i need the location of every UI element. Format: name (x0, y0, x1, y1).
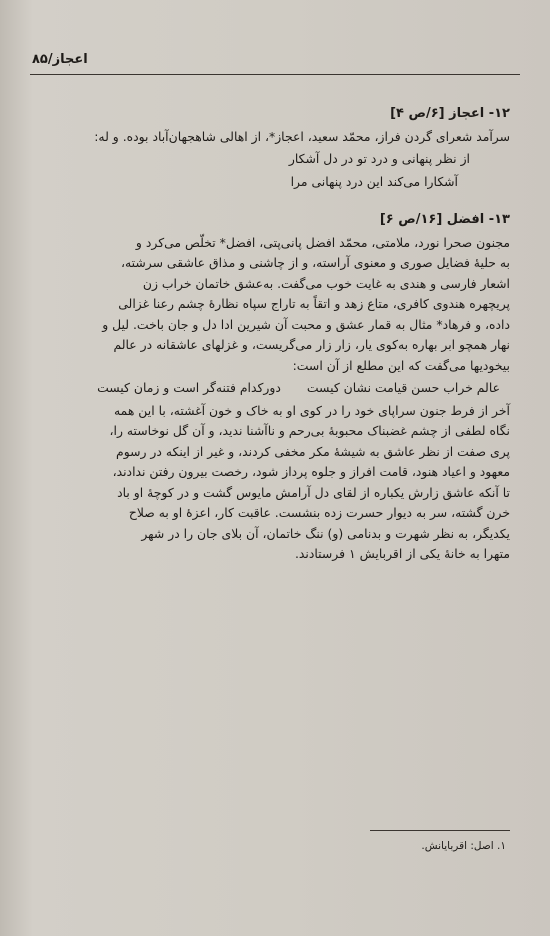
body-line: معهود و اعیاد هنود، قامت افراز و جلوه پرداز شود، رخصت بیرون رفتن ندادند، (112, 464, 510, 479)
couplet-second-hemistich: دورکدام فتنه‌گر است و زمان کیست (97, 380, 281, 395)
section-gap (36, 194, 510, 206)
couplet (36, 378, 510, 399)
body-line: به حلیهٔ فضایل صوری و معنوی آراسته، و از چاشنی و مذاق عاشقی سرشته، (121, 255, 510, 270)
body-line: یکدیگر، به نظر شهرت و بدنامی (و) ننگ خاتمان، آن بلای جان را در شهر (141, 525, 510, 541)
body-line: نهار همچو ابر بهاره به‌کوی یار، زار زار می‌گریست، و غزلهای عاشقانه در عالم (113, 337, 510, 352)
body-line: داده، و فرهاد* مثال به قمار عشق و محبت آن شیرین ادا دل و جان باخت. لیل و (102, 316, 510, 332)
footnote-rule (370, 830, 510, 831)
body-line: نگاه لطفی از چشم غضبناک محبوبهٔ بی‌رحم و ناآشنا ندید، و آن گل نوخاسته را، (109, 423, 510, 438)
body-line: متهرا به خانهٔ یکی از اقربایش ۱ فرستادند. (294, 546, 510, 561)
body-line: آخر از فرط جنون سراپای خود را در کوی او به خاک و خون آغشته، با این همه (114, 402, 510, 418)
verse-line: از نظر پنهانی و درد تو در دل آشکار (288, 151, 470, 166)
entry-heading-afzal: ۱۳- افضل [۱۶/ص ۶] (379, 212, 510, 227)
couplet-first-hemistich: عالم خراب حسن قیامت نشان کیست (306, 380, 500, 395)
header-rule (30, 74, 520, 75)
footnote: ۱. اصل: اقربایانش. (421, 840, 506, 852)
page-folio: اعجاز/۸۵ (32, 52, 88, 67)
body-line: پری صفت از نظر عاشق به شیشهٔ مکر مخفی کردند، و غیر از اینکه در رسوم (116, 443, 510, 459)
body-line: تا آنکه عاشق زارش یکباره از لقای دل آرامش مایوس گشت و در کوچهٔ او باد (117, 484, 510, 500)
body-line: بیخودیها می‌گفت که این مطلع از آن است: (292, 357, 510, 373)
page-body (36, 100, 510, 565)
body-line: اشعار فارسی و هندی به غایت خوب می‌گفت. به‌عشق خاتمان خراب زن (142, 275, 510, 291)
verse-line: آشکارا می‌کند این درد پنهانی مرا (290, 173, 458, 189)
running-header (30, 44, 520, 72)
body-line: سرآمد شعرای گردن فراز، محمّد سعید، اعجاز*، از اهالی شاهجهان‌آباد بوده. و له: (94, 128, 510, 144)
body-line: خرن گشته، سر به دیوار حسرت زده بنشست. عاقبت کار، اعزهٔ او به صلاح (128, 505, 510, 520)
entry-heading-ejaz: ۱۲- اعجاز [۶/ص ۴] (390, 106, 510, 121)
body-line: پریچهره هندوی کافری، متاع زهد و اتقاً به تاراج سپاه نظارهٔ چشم رعنا غزالی (118, 296, 510, 311)
body-line: مجنون صحرا نورد، ملامتی، محمّد افضل پانی‌پتی، افضل* تخلّص می‌کرد و (135, 234, 510, 250)
